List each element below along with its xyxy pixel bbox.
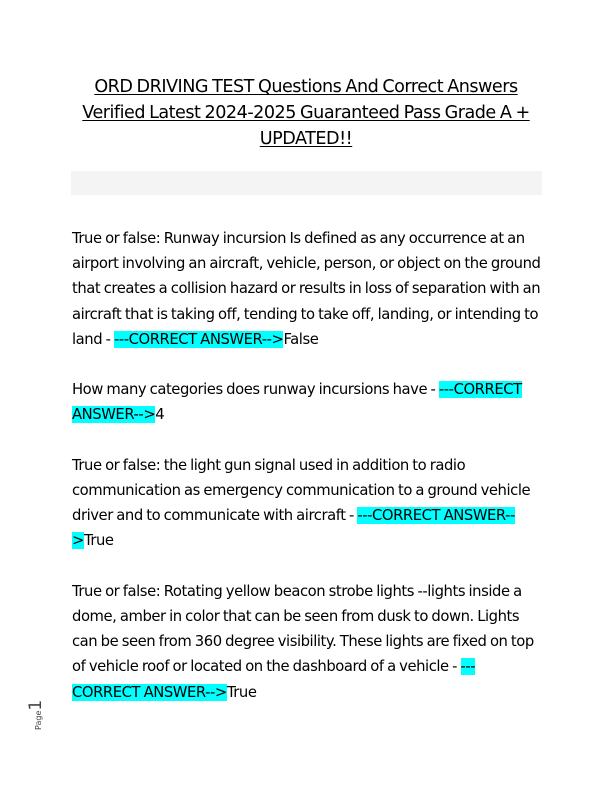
question-text: True or false: Rotating yellow beacon strobe lights --lights inside a dome, amber in color that can be seen from dusk to down. Lights can be seen from 360 degree visibility. These lights are fixed on top of vehicle roof or located on the dashboard of a vehicle - <box>72 582 534 676</box>
answer-text: 4 <box>155 406 165 424</box>
page-footer <box>26 680 48 730</box>
qa-item <box>72 226 542 352</box>
question-text: True or false: Runway incursion Is defined as any occurrence at an airport involving an aircraft, vehicle, person, or object on the ground that creates a collision hazard or results in loss of separation with an aircraft that is taking off, tending to take off, landing, or intending to land - <box>72 230 541 348</box>
answer-text: True <box>226 683 257 701</box>
qa-item <box>72 579 542 705</box>
page-word: Page <box>34 710 43 730</box>
qa-list <box>72 226 542 730</box>
page-footer-label <box>26 680 48 730</box>
answer-text: False <box>283 330 319 348</box>
header-band <box>71 171 542 195</box>
qa-item <box>72 377 542 427</box>
page-number: 1 <box>26 699 46 711</box>
question-text: How many categories does runway incursions have - <box>72 381 439 399</box>
answer-marker: ---CORRECT ANSWER--> <box>72 658 476 701</box>
answer-marker: ---CORRECT ANSWER--> <box>113 330 284 348</box>
answer-marker: ---CORRECT ANSWER--> <box>72 507 515 550</box>
qa-item <box>72 453 542 554</box>
answer-marker: ---CORRECT ANSWER--> <box>72 381 522 424</box>
document-title: ORD DRIVING TEST Questions And Correct Answers Verified Latest 2024-2025 Guaranteed Pass Grade A + UPDATED!! <box>82 77 530 149</box>
answer-text: True <box>83 532 114 550</box>
question-text: True or false: the light gun signal used in addition to radio communication as emergency communication to a ground vehicle driver and to communicate with aircraft - <box>72 456 531 525</box>
